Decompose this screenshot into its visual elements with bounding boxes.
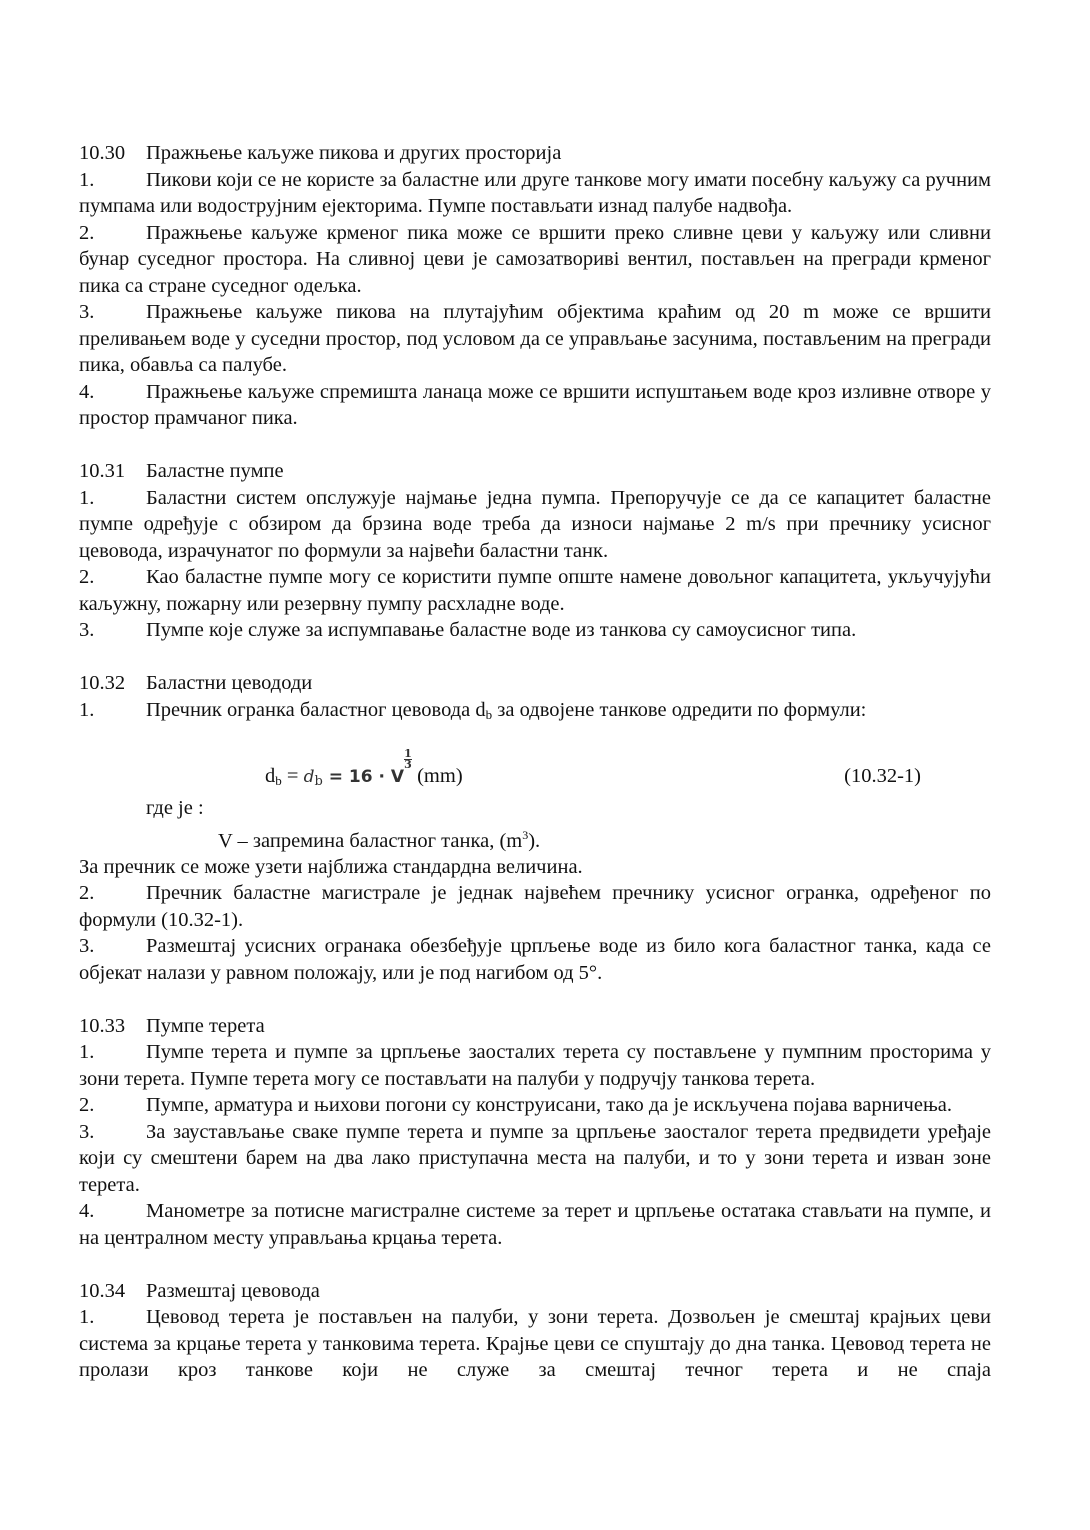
- section-title: Баластне пумпе: [146, 460, 284, 482]
- paragraph-number: 3.: [79, 1120, 95, 1143]
- section-number: 10.33: [79, 1014, 126, 1037]
- section-number: 10.30: [79, 142, 126, 164]
- paragraph-text: за одвојене танкове одредити по формули:: [492, 698, 867, 721]
- section-number: 10.34: [79, 1279, 126, 1302]
- equation-number: (10.32-1): [844, 765, 921, 787]
- section-title: Размештај цевовода: [146, 1279, 320, 1302]
- section-title: Пражњење каљуже пикова и других просторија: [146, 142, 562, 164]
- paragraph-text: Манометре за потисне магистралне системе за терет и црпљење остатака стављати на пумпе, и на централном месту управљања крцања терета.: [79, 1200, 991, 1249]
- where-label: где је :: [146, 797, 204, 819]
- section-heading: [79, 1013, 991, 1040]
- section-10-33: [79, 1013, 991, 1252]
- formula-lhs: d: [265, 765, 276, 787]
- section-title: Баластни цевододи: [146, 672, 313, 694]
- paragraph-number: 2.: [79, 882, 95, 905]
- paragraph-text: Пумпе терета и пумпе за црпљење заосталих терета су постављене у пумпним просторима у зони терета. Пумпе терета могу се постављати на палуби у подручју танкова терета.: [79, 1041, 991, 1090]
- section-10-32: [79, 670, 991, 986]
- formula-image-lhs: d: [303, 767, 315, 787]
- paragraph-number: 3.: [79, 301, 95, 323]
- paragraph-number: 2.: [79, 566, 95, 588]
- paragraph: [79, 379, 991, 432]
- formula-unit: (mm): [411, 765, 463, 787]
- section-10-31: [79, 458, 991, 644]
- paragraph-number: 1.: [79, 698, 95, 721]
- paragraph-number: 3.: [79, 935, 95, 958]
- paragraph-text: Пикови који се не користе за баластне или друге танкове могу имати посебну каљужу са ручним пумпама или водоструjним ејекторима. Пумпе постављати изнад палубе надвођа.: [79, 168, 991, 217]
- paragraph-number: 4.: [79, 1200, 95, 1223]
- paragraph-text: Пражњење каљуже спремишта ланаца може се вршити испуштањем воде кроз изливне отворе у простор прамчаног пика.: [79, 380, 991, 429]
- formula-lhs-subscript: b: [275, 773, 282, 788]
- paragraph-text: Цевовод терета је постављен на палуби, у зони терета. Дозвољен је смештај крајњих цеви система за крцање терета у танковима терета. Крајње цеви се спуштају до дна танка. Цевовод терета не пролази кроз танкове који не служе за смештај течног терета и не спаја: [79, 1306, 991, 1382]
- formula-image-subscript: b: [314, 774, 323, 789]
- paragraph: [79, 485, 991, 565]
- paragraph: [79, 1198, 991, 1251]
- paragraph-number: 1.: [79, 486, 95, 509]
- variable-definition: [79, 822, 991, 854]
- paragraph: [79, 617, 991, 644]
- section-10-34: [79, 1278, 991, 1384]
- paragraph: [79, 220, 991, 300]
- formula-image-rhs: = 16 · V: [322, 767, 404, 787]
- note-text: За пречник се може узети најближа стандардна величина.: [79, 855, 583, 878]
- paragraph: [79, 167, 991, 220]
- paragraph: [79, 697, 991, 726]
- superscript: 3: [522, 827, 529, 842]
- definition-text-end: ).: [528, 829, 541, 852]
- paragraph: [79, 933, 991, 986]
- document-page: [79, 140, 991, 1410]
- formula-row: [79, 747, 991, 795]
- paragraph-text: Пумпе које служе за испумпавање баластне воде из танкова су самоусисног типа.: [146, 619, 857, 641]
- formula-equals: =: [281, 765, 304, 787]
- section-10-30: [79, 140, 991, 432]
- paragraph-text: Пречник баластне магистрале је једнак највећем пречнику усисног огранка, одређеног по формули (10.32-1).: [79, 882, 991, 931]
- paragraph-text: За заустављање сваке пумпе терета и пумпе за црпљење заосталог терета предвидети уређаје који су смештени барем на два лако приступачна места на палуби, и то у зони терета и изван зоне терета.: [79, 1120, 991, 1196]
- paragraph: [79, 299, 991, 379]
- section-title: Пумпе терета: [146, 1014, 265, 1037]
- formula: [265, 747, 463, 793]
- paragraph-number: 4.: [79, 380, 95, 403]
- paragraph: [79, 1039, 991, 1092]
- paragraph-number: 2.: [79, 221, 95, 244]
- section-number: 10.31: [79, 460, 126, 482]
- paragraph-text: Као баластне пумпе могу се користити пумпе опште намене довољног капацитета, укључујући каљужну, пожарну или резервну пумпу расхладне воде.: [79, 566, 991, 615]
- formula-exponent: [404, 749, 412, 770]
- section-heading: [79, 458, 991, 485]
- paragraph-number: 1.: [79, 1041, 95, 1064]
- paragraph-number: 1.: [79, 168, 95, 191]
- section-heading: [79, 1278, 991, 1305]
- paragraph-number: 3.: [79, 619, 95, 641]
- paragraph-text: Пумпе, арматура и њихови погони су конструисани, тако да је искључена појава варничења.: [146, 1094, 953, 1117]
- paragraph-text: Баластни систем опслужује најмање једна пумпа. Препоручује се да се капацитет баластне пумпе одређује с обзиром да брзина воде треба да износи најмање 2 m/s при пречнику усисног цевовода, израчунатог по формули за највећи баластни танк.: [79, 486, 991, 562]
- paragraph-text: Размештај усисних огранака обезбеђује црпљење воде из било кога баластног танка, када се објекат налази у равном положају, или је под нагибом од 5°.: [79, 935, 991, 984]
- section-number: 10.32: [79, 672, 126, 694]
- formula-image: [303, 747, 412, 789]
- paragraph: [79, 880, 991, 933]
- paragraph: [79, 564, 991, 617]
- exponent-denominator: 3: [404, 758, 412, 771]
- section-heading: [79, 140, 991, 167]
- definition-text: V – запремина баластног танка, (m: [218, 829, 523, 852]
- exponent-numerator: 1: [404, 747, 412, 760]
- paragraph: [79, 1304, 991, 1384]
- paragraph-text: Пражњење каљуже пикова на плутајућим објектима краћим од 20 m може се вршити преливањем воде у суседни простор, под условом да се управљање засунима, постављеним на прегради пика, обавља са палубе.: [79, 301, 991, 376]
- paragraph-number: 1.: [79, 1306, 95, 1329]
- section-heading: [79, 670, 991, 697]
- paragraph: [79, 1119, 991, 1199]
- paragraph-number: 2.: [79, 1094, 95, 1117]
- paragraph-text: Пражњење каљуже крменог пика може се вршити преко сливне цеви у каљужу или сливни бунар суседног простора. На сливној цеви је самозатворивi вентил, постављен на прегради крменог пика са стране суседног одељка.: [79, 221, 991, 297]
- paragraph-text: Пречник огранка баластног цевовода d: [146, 698, 486, 721]
- paragraph: [79, 1092, 991, 1119]
- subscript: b: [485, 706, 493, 722]
